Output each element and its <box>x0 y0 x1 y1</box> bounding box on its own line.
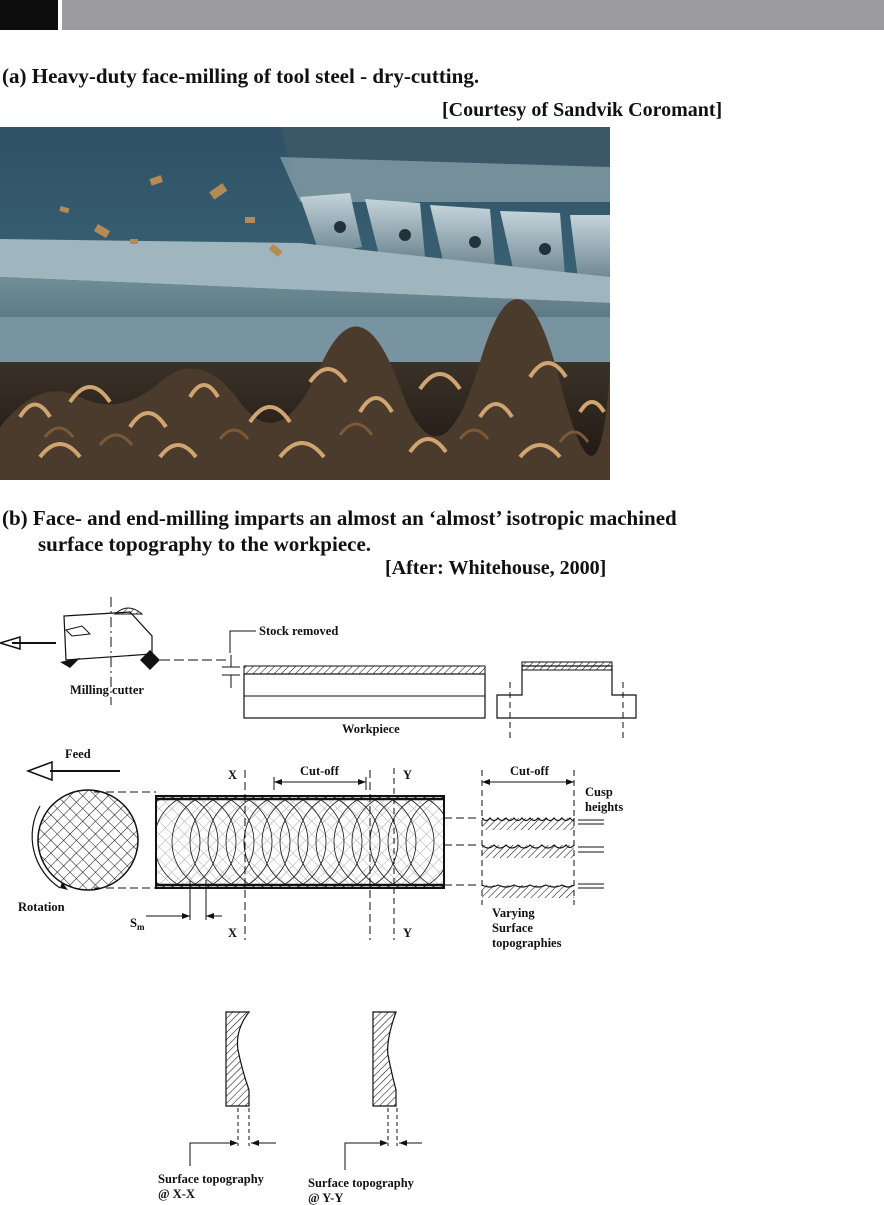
surface-profile-1 <box>482 818 604 830</box>
section-profile-x <box>190 1012 276 1166</box>
topo-y-line1: Surface topography <box>308 1176 414 1190</box>
section-profile-y <box>345 1012 422 1170</box>
figure-a-caption: (a) Heavy-duty face-milling of tool steel - dry-cutting. <box>2 64 480 88</box>
figure-a-credit: [Courtesy of Sandvik Coromant] <box>442 99 723 121</box>
sm-label: $S_m$ <box>130 916 145 932</box>
cutoff-right-label: Cut-off <box>510 764 549 778</box>
workpiece-label: Workpiece <box>342 722 400 736</box>
header-block <box>0 0 58 30</box>
surface-profile-2 <box>482 845 604 858</box>
topo-y-line2: @ Y-Y <box>308 1191 344 1205</box>
surface-label: Surface <box>492 921 533 935</box>
header-bar <box>62 0 884 30</box>
section-y-label-bottom: Y <box>403 926 413 940</box>
section-x-label-bottom: X <box>228 926 238 940</box>
rotation-label: Rotation <box>18 900 65 914</box>
heights-label: heights <box>585 800 624 814</box>
milling-cutter-label: Milling cutter <box>70 683 144 697</box>
figure-b-caption-line1: (b) Face- and end-milling imparts an almost an ‘almost’ isotropic machined <box>2 506 677 530</box>
figure-b-caption-line2: surface topography to the workpiece. <box>38 532 372 556</box>
topo-x-line2: @ X-X <box>158 1187 195 1201</box>
milling-diagram <box>0 585 884 1205</box>
feed-arrow <box>28 762 120 780</box>
cusp-label: Cusp <box>585 785 613 799</box>
cutter-disc <box>32 790 138 890</box>
feed-arrow-top <box>0 637 56 649</box>
topographies-label: topographies <box>492 936 562 950</box>
milled-surface-plan <box>100 792 506 892</box>
varying-label: Varying <box>492 906 535 920</box>
section-y-label-top: Y <box>403 768 413 782</box>
feed-label: Feed <box>65 747 91 761</box>
milling-photo <box>0 127 610 480</box>
cutoff-label: Cut-off <box>300 764 339 778</box>
workpiece-end-view <box>497 662 636 738</box>
section-x-label-top: X <box>228 768 238 782</box>
figure-b-credit: [After: Whitehouse, 2000] <box>385 557 607 579</box>
workpiece <box>244 666 485 718</box>
surface-profile-3 <box>482 884 604 898</box>
stock-removed-label: Stock removed <box>259 624 339 638</box>
topo-x-line1: Surface topography <box>158 1172 264 1186</box>
